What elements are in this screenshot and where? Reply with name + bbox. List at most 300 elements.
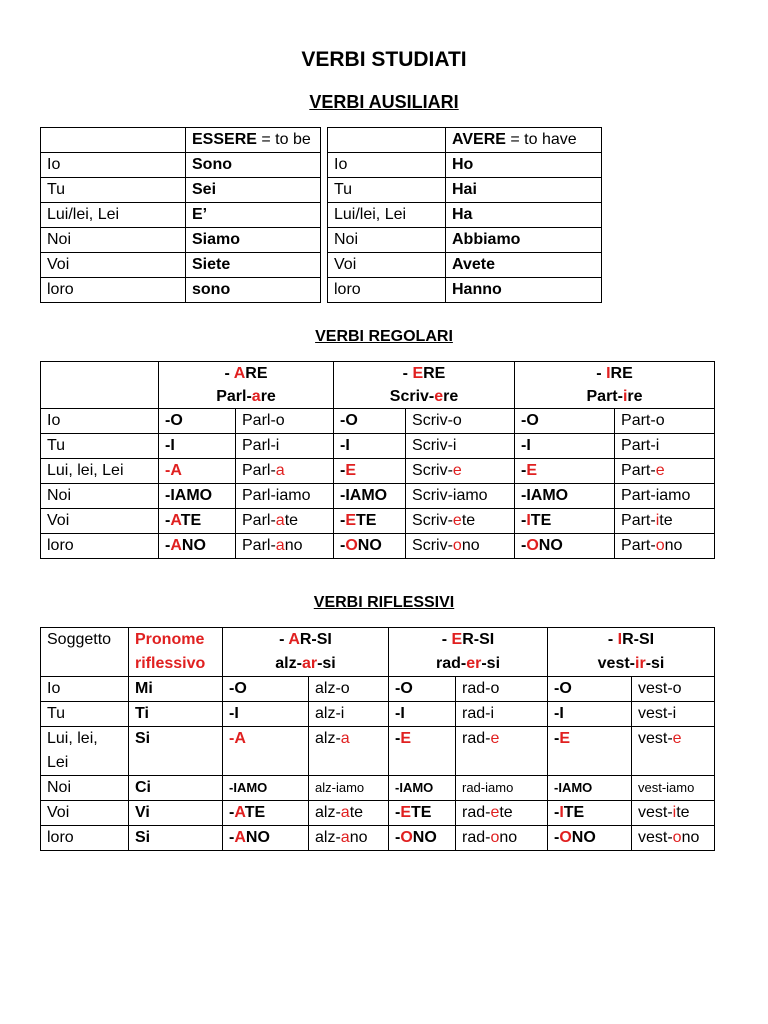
table-riflessivi xyxy=(40,627,715,851)
ending-cell xyxy=(548,727,632,776)
form-prefix: alz-iamo xyxy=(315,780,365,795)
verb-form-cell: Hanno xyxy=(446,278,602,303)
conjugated-form-cell xyxy=(406,484,515,509)
empty-header-cell xyxy=(328,128,446,153)
ending-prefix: -IAMO xyxy=(521,487,569,504)
group-ending-label xyxy=(165,362,327,385)
form-prefix: alz-i xyxy=(315,705,345,722)
form-prefix: Part- xyxy=(621,537,656,554)
verb-form-cell: Siete xyxy=(186,253,321,278)
group-example xyxy=(521,385,708,408)
table-essere xyxy=(40,127,321,303)
ending-prefix: -IAMO xyxy=(340,487,388,504)
form-prefix: rad-o xyxy=(462,680,500,697)
subject-cell: Voi xyxy=(41,801,129,826)
verb-form-cell: Siamo xyxy=(186,228,321,253)
subject-cell: loro xyxy=(41,534,159,559)
ending-prefix: -O xyxy=(229,680,247,697)
group-example-suffix: -si xyxy=(481,655,501,672)
subject-cell: Lui, lei, Lei xyxy=(41,727,129,776)
verb-form-cell: sono xyxy=(186,278,321,303)
conjugated-form-cell xyxy=(632,776,715,801)
form-prefix: Part-o xyxy=(621,412,665,429)
ending-highlight: -A xyxy=(165,462,182,479)
table-header-row xyxy=(328,128,602,153)
empty-header-cell xyxy=(41,128,186,153)
ending-cell xyxy=(159,509,236,534)
pronoun-cell: Si xyxy=(129,826,223,851)
form-prefix: vest-i xyxy=(638,705,677,722)
ending-prefix: - xyxy=(521,537,527,554)
group-rest: RE xyxy=(423,365,446,382)
form-prefix: vest-iamo xyxy=(638,780,695,795)
ending-cell xyxy=(334,434,406,459)
form-suffix: te xyxy=(499,804,513,821)
form-suffix: no xyxy=(664,537,683,554)
group-example-suffix: -si xyxy=(645,655,665,672)
conjugated-form-cell xyxy=(406,409,515,434)
regolari-body xyxy=(41,409,715,559)
conjugated-form-cell xyxy=(615,534,715,559)
regolari-group-header xyxy=(159,362,334,409)
empty-header-cell xyxy=(41,362,159,409)
table-row xyxy=(328,228,602,253)
form-highlight: o xyxy=(655,537,665,554)
table-row xyxy=(41,801,715,826)
pronoun-cell: Vi xyxy=(129,801,223,826)
conjugated-form-cell xyxy=(406,534,515,559)
regolari-group-header xyxy=(334,362,515,409)
form-prefix: Part-iamo xyxy=(621,487,691,504)
form-prefix: Parl- xyxy=(242,462,276,479)
conjugated-form-cell xyxy=(615,434,715,459)
conjugated-form-cell xyxy=(236,534,334,559)
ending-prefix: -I xyxy=(554,705,564,722)
table-row xyxy=(41,459,715,484)
form-highlight: a xyxy=(340,804,350,821)
ending-highlight: A xyxy=(234,829,246,846)
ending-cell xyxy=(223,776,309,801)
ending-cell xyxy=(389,702,456,727)
subject-cell: loro xyxy=(328,278,446,303)
group-example-suffix: re xyxy=(627,388,643,405)
ending-cell xyxy=(223,801,309,826)
ending-cell xyxy=(548,826,632,851)
conjugated-form-cell xyxy=(615,459,715,484)
group-example-highlight: er xyxy=(466,655,482,672)
conjugated-form-cell xyxy=(615,409,715,434)
ending-highlight: O xyxy=(400,829,413,846)
ending-cell xyxy=(548,801,632,826)
conjugated-form-cell xyxy=(309,801,389,826)
group-vowel: E xyxy=(451,631,463,648)
conjugated-form-cell xyxy=(632,727,715,776)
ending-cell xyxy=(548,702,632,727)
group-example-prefix: Scriv- xyxy=(389,388,435,405)
form-prefix: Scriv-iamo xyxy=(412,487,488,504)
form-suffix: no xyxy=(681,829,700,846)
group-example xyxy=(229,652,382,676)
form-highlight: e xyxy=(452,512,462,529)
ending-suffix: NO xyxy=(538,537,563,554)
conjugated-form-cell xyxy=(236,484,334,509)
ending-prefix: - xyxy=(554,730,560,747)
ending-prefix: - xyxy=(521,462,527,479)
ending-cell xyxy=(334,484,406,509)
group-example-highlight: a xyxy=(251,388,261,405)
ending-cell xyxy=(515,434,615,459)
group-ending-label xyxy=(395,628,541,652)
form-prefix: Part-i xyxy=(621,437,660,454)
form-prefix: alz- xyxy=(315,730,341,747)
form-prefix: Scriv- xyxy=(412,537,453,554)
regolari-group-header xyxy=(515,362,715,409)
ending-suffix: TE xyxy=(530,512,552,529)
verb-form-cell: Sei xyxy=(186,178,321,203)
table-regolari xyxy=(40,361,715,559)
ending-prefix: - xyxy=(340,537,346,554)
ending-cell xyxy=(515,509,615,534)
table-row xyxy=(41,253,321,278)
group-dash: - xyxy=(279,631,285,648)
form-prefix: rad-i xyxy=(462,705,495,722)
form-prefix: Scriv- xyxy=(412,512,453,529)
section-title-regolari: VERBI REGOLARI xyxy=(315,328,453,345)
table-row xyxy=(328,203,602,228)
pronome-header-line2: riflessivo xyxy=(135,655,206,672)
group-example-highlight: ir xyxy=(635,655,646,672)
riflessivi-group-header xyxy=(223,628,389,677)
form-highlight: i xyxy=(655,512,660,529)
table-row xyxy=(41,702,715,727)
form-suffix: no xyxy=(499,829,518,846)
verb-form-cell: Ha xyxy=(446,203,602,228)
avere-header-meaning: = to have xyxy=(505,131,577,148)
table-row xyxy=(328,253,602,278)
ending-cell xyxy=(389,776,456,801)
conjugated-form-cell xyxy=(456,702,548,727)
group-example-prefix: Part- xyxy=(586,388,623,405)
conjugated-form-cell xyxy=(236,434,334,459)
form-suffix: no xyxy=(284,537,303,554)
conjugated-form-cell xyxy=(615,509,715,534)
ending-highlight: A xyxy=(170,537,182,554)
form-highlight: o xyxy=(452,537,462,554)
essere-header xyxy=(186,128,321,153)
ending-highlight: O xyxy=(559,829,572,846)
verb-form-cell: Ho xyxy=(446,153,602,178)
group-ending-label xyxy=(340,362,508,385)
conjugated-form-cell xyxy=(456,801,548,826)
ending-prefix: -I xyxy=(229,705,239,722)
ending-cell xyxy=(548,776,632,801)
ending-prefix: -O xyxy=(554,680,572,697)
ending-highlight: A xyxy=(170,512,181,529)
group-dash: - xyxy=(402,365,408,382)
section-title-riflessivi: VERBI RIFLESSIVI xyxy=(313,594,455,611)
form-highlight: a xyxy=(275,512,285,529)
ending-prefix: -I xyxy=(165,437,175,454)
form-prefix: Parl-o xyxy=(242,412,285,429)
group-dash: - xyxy=(607,631,614,648)
avere-header xyxy=(446,128,602,153)
conjugated-form-cell xyxy=(632,801,715,826)
ending-cell xyxy=(223,702,309,727)
subject-cell: Voi xyxy=(41,509,159,534)
ending-prefix: -IAMO xyxy=(554,780,593,795)
group-example-prefix: vest- xyxy=(597,655,636,672)
ending-cell xyxy=(548,677,632,702)
verb-form-cell: Abbiamo xyxy=(446,228,602,253)
form-highlight: a xyxy=(275,537,285,554)
ending-cell xyxy=(223,826,309,851)
table-row xyxy=(41,776,715,801)
ending-suffix: NO xyxy=(571,829,596,846)
ending-highlight: O xyxy=(526,537,539,554)
ending-cell xyxy=(515,409,615,434)
ending-suffix: NO xyxy=(245,829,270,846)
group-example xyxy=(554,652,708,676)
group-rest: R-SI xyxy=(462,631,495,648)
riflessivi-group-header xyxy=(548,628,715,677)
ending-prefix: - xyxy=(229,829,235,846)
ending-cell xyxy=(515,484,615,509)
table-row xyxy=(41,434,715,459)
group-example-highlight: i xyxy=(622,388,628,405)
ending-prefix: - xyxy=(395,730,401,747)
table-row xyxy=(328,278,602,303)
table-row xyxy=(41,203,321,228)
ending-prefix: - xyxy=(340,512,346,529)
essere-header-meaning: = to be xyxy=(256,131,311,148)
group-vowel: E xyxy=(412,365,424,382)
table-row xyxy=(41,409,715,434)
ending-highlight: A xyxy=(234,804,245,821)
pronoun-cell: Ci xyxy=(129,776,223,801)
table-row xyxy=(41,677,715,702)
riflessivi-group-header xyxy=(389,628,548,677)
group-example-suffix: re xyxy=(443,388,459,405)
ending-highlight: E xyxy=(400,730,411,747)
ending-prefix: - xyxy=(340,462,346,479)
form-prefix: vest- xyxy=(638,829,673,846)
ending-highlight: I xyxy=(526,512,531,529)
ending-highlight: -A xyxy=(229,730,246,747)
group-example-prefix: rad- xyxy=(435,655,467,672)
form-highlight: o xyxy=(672,829,682,846)
ending-prefix: -IAMO xyxy=(165,487,213,504)
subject-cell: Tu xyxy=(41,178,186,203)
group-vowel: A xyxy=(233,365,246,382)
form-prefix: vest- xyxy=(638,804,673,821)
ending-prefix: -IAMO xyxy=(395,780,434,795)
form-prefix: rad-iamo xyxy=(462,780,514,795)
ending-prefix: -I xyxy=(340,437,350,454)
group-vowel: I xyxy=(617,631,623,648)
group-example-suffix: re xyxy=(260,388,276,405)
form-prefix: Parl-i xyxy=(242,437,280,454)
table-row xyxy=(41,228,321,253)
ending-cell xyxy=(159,459,236,484)
conjugated-form-cell xyxy=(236,459,334,484)
table-row xyxy=(41,727,715,776)
group-vowel: I xyxy=(606,365,611,382)
ending-suffix: NO xyxy=(412,829,437,846)
group-example-highlight: ar xyxy=(301,655,318,672)
ending-cell xyxy=(334,509,406,534)
form-prefix: Scriv- xyxy=(412,462,453,479)
form-highlight: a xyxy=(275,462,285,479)
ending-prefix: - xyxy=(521,512,527,529)
form-prefix: alz- xyxy=(315,804,341,821)
ending-suffix: TE xyxy=(563,804,585,821)
page-title: VERBI STUDIATI xyxy=(301,48,467,71)
form-highlight: a xyxy=(340,730,350,747)
form-prefix: Part- xyxy=(621,462,656,479)
form-suffix: te xyxy=(461,512,476,529)
form-prefix: Scriv-i xyxy=(412,437,457,454)
group-example xyxy=(340,385,508,408)
ending-cell xyxy=(389,677,456,702)
subject-cell: Io xyxy=(41,677,129,702)
ending-prefix: -I xyxy=(521,437,531,454)
ending-prefix: - xyxy=(395,829,401,846)
regolari-header-row xyxy=(41,362,715,409)
form-suffix: te xyxy=(284,512,299,529)
avere-body xyxy=(328,153,602,303)
pronoun-cell: Si xyxy=(129,727,223,776)
pronoun-cell: Ti xyxy=(129,702,223,727)
group-rest: RE xyxy=(245,365,268,382)
essere-body xyxy=(41,153,321,303)
ending-prefix: - xyxy=(395,804,401,821)
form-highlight: e xyxy=(452,462,462,479)
ending-prefix: -O xyxy=(165,412,183,429)
conjugated-form-cell xyxy=(309,826,389,851)
table-row xyxy=(41,153,321,178)
group-dash: - xyxy=(596,365,602,382)
ending-suffix: NO xyxy=(357,537,382,554)
form-prefix: alz- xyxy=(315,829,341,846)
ending-cell xyxy=(334,409,406,434)
conjugated-form-cell xyxy=(406,434,515,459)
table-row xyxy=(328,178,602,203)
ending-suffix: TE xyxy=(411,804,432,821)
conjugated-form-cell xyxy=(632,677,715,702)
verb-form-cell: E’ xyxy=(186,203,321,228)
group-example xyxy=(165,385,327,408)
conjugated-form-cell xyxy=(309,776,389,801)
form-prefix: Part- xyxy=(621,512,656,529)
ending-highlight: E xyxy=(345,512,357,529)
ending-prefix: -I xyxy=(395,705,405,722)
ending-cell xyxy=(389,801,456,826)
verb-form-cell: Sono xyxy=(186,153,321,178)
conjugated-form-cell xyxy=(632,826,715,851)
ending-cell xyxy=(334,459,406,484)
pronome-header xyxy=(129,628,223,677)
ending-cell xyxy=(159,409,236,434)
table-row xyxy=(41,826,715,851)
ending-prefix: - xyxy=(554,804,560,821)
section-title-ausiliari: VERBI AUSILIARI xyxy=(309,92,459,112)
group-example-highlight: e xyxy=(434,388,444,405)
group-rest: R-SI xyxy=(622,631,655,648)
form-prefix: Scriv-o xyxy=(412,412,462,429)
ending-highlight: E xyxy=(559,730,570,747)
table-row xyxy=(328,153,602,178)
conjugated-form-cell xyxy=(236,509,334,534)
ending-highlight: O xyxy=(345,537,358,554)
table-avere xyxy=(327,127,602,303)
ending-cell xyxy=(223,677,309,702)
riflessivi-body xyxy=(41,677,715,851)
subject-cell: Tu xyxy=(41,434,159,459)
conjugated-form-cell xyxy=(309,702,389,727)
form-suffix: te xyxy=(349,804,364,821)
form-highlight: e xyxy=(655,462,665,479)
ending-suffix: TE xyxy=(244,804,266,821)
ending-cell xyxy=(389,826,456,851)
pronoun-cell: Mi xyxy=(129,677,223,702)
table-row xyxy=(41,534,715,559)
subject-cell: Noi xyxy=(41,776,129,801)
subject-cell: Tu xyxy=(328,178,446,203)
group-vowel: A xyxy=(288,631,300,648)
group-example-prefix: alz- xyxy=(275,655,302,672)
ending-highlight: E xyxy=(345,462,357,479)
ending-prefix: -O xyxy=(340,412,358,429)
group-rest: R-SI xyxy=(299,631,332,648)
ending-highlight: I xyxy=(559,804,564,821)
table-row xyxy=(41,278,321,303)
subject-cell: Noi xyxy=(41,228,186,253)
form-prefix: Parl- xyxy=(242,537,276,554)
pronome-header-line1: Pronome xyxy=(135,631,205,648)
conjugated-form-cell xyxy=(632,702,715,727)
ending-prefix: -O xyxy=(521,412,539,429)
subject-cell: Io xyxy=(41,153,186,178)
form-highlight: e xyxy=(672,730,682,747)
conjugated-form-cell xyxy=(236,409,334,434)
form-suffix: no xyxy=(461,537,480,554)
ending-cell xyxy=(515,459,615,484)
ending-prefix: - xyxy=(229,804,235,821)
riflessivi-header-row xyxy=(41,628,715,677)
form-highlight: i xyxy=(672,804,677,821)
verb-form-cell: Hai xyxy=(446,178,602,203)
subject-cell: Noi xyxy=(328,228,446,253)
ending-cell xyxy=(159,484,236,509)
group-example-suffix: -si xyxy=(317,655,336,672)
form-prefix: Parl- xyxy=(242,512,276,529)
group-dash: - xyxy=(224,365,230,382)
subject-cell: Tu xyxy=(41,702,129,727)
conjugated-form-cell xyxy=(456,826,548,851)
ending-cell xyxy=(389,727,456,776)
table-row xyxy=(41,484,715,509)
ending-cell xyxy=(334,534,406,559)
ending-suffix: TE xyxy=(180,512,202,529)
table-row xyxy=(41,509,715,534)
form-prefix: rad- xyxy=(462,804,491,821)
form-prefix: vest-o xyxy=(638,680,682,697)
group-example-prefix: Parl- xyxy=(216,388,252,405)
conjugated-form-cell xyxy=(406,509,515,534)
ending-prefix: - xyxy=(165,512,171,529)
form-suffix: te xyxy=(676,804,690,821)
conjugated-form-cell xyxy=(309,727,389,776)
